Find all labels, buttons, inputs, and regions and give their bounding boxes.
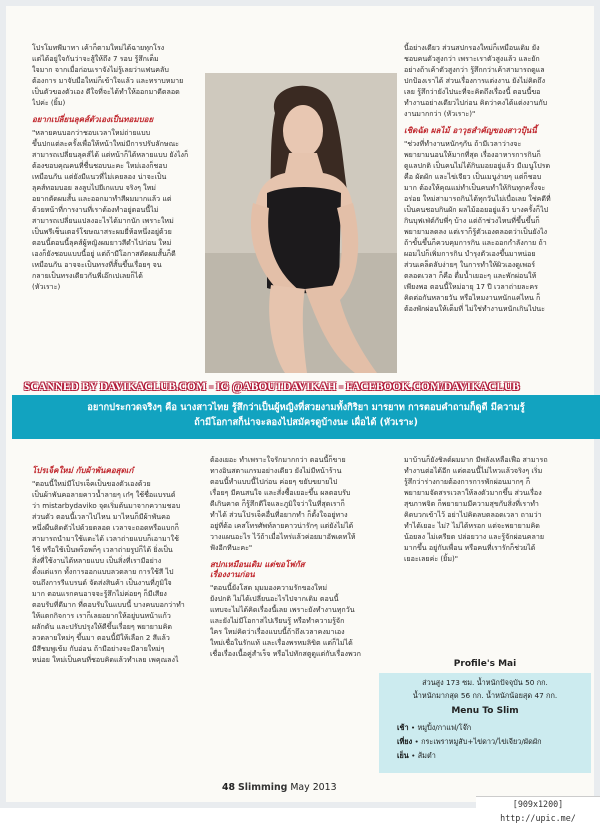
cover-photo-model	[205, 73, 397, 373]
article-paragraph: โปรโมทพีมาทา เค้าก็ตามใหม่ได้ฉายทุกโรง แต่ได้อยู่ใจกันว่าจะสู้ให้ถึง 7 รอบ รู้สึกเต็ม ใจมาก จากเมื่อก่อนเราจังไม่รู้เลยว่าแฟนคลับ ต้องการ มาจับมือใหม่ก็เข้าใจแล้ว และทราบหมาย เป็นตัวของตัวเอง ดีใจที่จะได้ทำให้ออกมาดีตลอด ไปค่ะ (ยิ้ม)	[32, 43, 184, 107]
scan-watermark: SCANNED BY DAVIKACLUB.COM - IG @ABOUTDAVIKAH - FACEBOOK.COM/DAVIKACLUB	[24, 381, 520, 393]
menu-item-breakfast	[397, 723, 587, 734]
profile-title: Profile's Mai	[453, 659, 517, 669]
page-footer	[222, 782, 337, 793]
menu-item-lunch	[397, 737, 587, 748]
page-number: 48	[222, 782, 236, 793]
banner-quote-text: อยากประกวดจริงๆ คือ นางสาวไทย รู้สึกว่าเป็นผู้หญิงที่สวยงามทั้งกิริยา มารยาท การตอบคำถามก็ดูดี มีความรู้ ถ้ามีโอกาสก็น่าจะลองไปสมัครดูบ้างนะ เผื่อได้ (หัวเราะ)	[87, 402, 525, 428]
profile-box	[379, 673, 591, 773]
article-paragraph: ต้องเยอะ ทำเพราะใจรักมากกว่า ตอนนี้ก็ขาย ทางอินสตาแกรมอย่างเดียว ยังไม่มีหน้าร้าน ตอนนี้ทำแบบนี้ไปก่อน ค่อยๆ ขยับขยายไป เรื่อยๆ มีคนสนใจ และสั่งซื้อเยอะขึ้น ผลตอบรับ ดีเกินคาด ก็รู้สึกดีใจและภูมิใจว่าในที่สุดเราก็ ทำได้ ส่วนโปรเจ็คอื่นที่อยากทำ ก็ตั้งใจอยู่ทาง อยู่ที่ต้อ เคสโทรศัพท์ลายคาวน่ารักๆ แต่ยังไม่ได้ วางแผนอะไร ไว้ถ้าเมื่อไหร่แล้วค่อยมาอัพเดทให้ ฟังอีกทีนะคะ"	[210, 455, 356, 552]
magazine-brand: Slimming	[238, 782, 288, 793]
upload-stamp: [909x1200] http://upic.me/	[476, 796, 600, 811]
quote-banner	[12, 395, 600, 439]
menu-item-label: เย็น	[397, 751, 409, 760]
article-paragraph: มาบ้านก็ยังชิลด์ผมมาก มีพลังเหลือเฟือ สามารถ ทำงานต่อได้อีก แต่ตอนนี้ไม่ไหวแล้วจริงๆ เริ่ม รู้สึกว่าร่างกายต้องการการพักผ่อนมากๆ ก็ พยายามจัดสรรเวลาให้ลงตัวมากขึ้น ส่วนเรื่อง สุขภาพจิต ก็พยายามมีความสุขกับสิ่งที่เราทำ คิดบวกเข้าไว้ อย่าไปคิดลบตลอดเวลา ถามว่า ทำได้เยอะ ไม่? ไม่ได้หรอก แต่จะพยายามคิด น้อยลง ไม่เครียด ปล่อยวาง และรู้จักผ่อนคลาย มากขึ้น อยู่กับเพื่อน หรือคนที่เรารักก็ช่วยได้ เยอะเลยค่ะ (ยิ้ม)"	[404, 455, 548, 563]
section-heading: เชิดฉัด ผลไม้ อาวุธสำคัญของสาวปุ้นนี้	[404, 126, 537, 135]
menu-title: Menu To Slim	[451, 706, 519, 716]
column-right-bottom	[404, 454, 586, 654]
issue-date: May 2013	[290, 782, 337, 793]
profile-weight-range: น้ำหนักมากสุด 56 กก. น้ำหนักน้อยสุด 47 กก.	[412, 691, 558, 700]
column-left-top	[32, 42, 204, 382]
menu-item-label: เที่ยง	[397, 737, 413, 746]
article-paragraph: "ตอนนี้ยังโสด มุมมองความรักของใหม่ ยังปกติ ไม่ได้เปลี่ยนอะไรไปจากเดิม ตอนนี้ แทบจะไม่ได้คิดเรื่องนี้เลย เพราะยังทำงานทุกวัน และยังไม่มีโอกาสไปเรียนรู้ หรือทำความรู้จัก ใคร ใหม่คิดว่าเรื่องแบบนี้ถ้าถึงเวลาคงมาเอง ใหม่เชื่อในรักแท้ และเรื่องพรหมลิขิต แต่ก็ไม่ได้ เชื่อเรื่องเนื้อคู่สำเร็จ หรือไปทักสตูดูแต่กับเรื่องพวก	[210, 583, 361, 658]
article-paragraph: "ตอนนี้ใหม่มีโปรเจ็คเป็นของตัวเองด้วย เป็นผ้าพันคอลายคาวน้ำลายๆ เก๋ๆ ใช้ชื่อแบรนด์ ว่า mistarbydaviko จุดเริ่มต้นมาจากความชอบ ส่วนตัว ตอนนี้เวลาไปไหน มาไหนก็มีผ้าพันคอ หนึ่งผืนติดตัวไปด้วยตลอด เวลาจะถอดหรือแบกก็ สามารถนำมาใช้แตะได้ เวลาถ่ายแบบก็เอามาใช้ ใช้ หรือใช้เป็นพร็อพก็ๆ เวลาถ่ายรูปก็ได้ ยิ่งเป็น สิ่งที่ใช้งานได้หลายแบบ เป็นสิ่งที่เรามีอย่าง ตั้งแต่แรก ทั้งการออกแบบลวดลาย การใช้สี ไป จนถึงการรีแบรนด์ จัดส่งสินค้า เป็นงานที่ภูมิใจ มาก ตอนแรกคนอาจจะรู้สึกไม่ค่อยๆ ก็มีเสียง ตอบรับที่ดีมาก ที่ตอบรับในแบบนี้ บางคนบอกว่าทำ ให้แตกกิจการ เราก็เลยอยากให้อยู่บนหน้าแก้ว ผลักดัน และปรับปรุงให้ดีขึ้นเรื่อยๆ พยายามคิด ลวดลายใหม่ๆ ขึ้นมา ตอนนี้มีให้เลือก 2 สีแล้ว มีสีชมพูเข้ม กับอ่อน ถ้ามีอย่างจะมีลายใหม่ๆ หน่อย ใหม่เป็นคนที่ชอบคิดแล้วทำเลย เพคุณลงไ	[32, 479, 185, 664]
menu-item-label: เช้า	[397, 723, 409, 732]
article-paragraph: นี้อย่างเดียว ส่วนสปกรองใหม่ก็เหมือนเดิม ยัง ชอบคนตัวสูงกว่า เพราะเราตัวสูงแล้ว และยัก อย่างถ้าเค้าตัวสูงกว่า รู้สึกกว่าเค้าสามารถดูแล ปกป้องเราได้ ส่วนเรื่องการแต่งงาน ยังไม่คิดถึง เลย รู้สึกว่ายังไปนะที่จะคิดถึงเรื่องนี้ ตอนนี้ขอ ทำงานอย่างเดียวไปก่อน คิดว่าคงได้แต่งงานกับ งานมากกว่า (หัวเราะ)"	[404, 43, 548, 118]
section-heading: โปรเจ็คใหม่ กับผ้าพันคอสุดเก๋	[32, 466, 134, 475]
section-heading: อยากเปลี่ยนลุคส์ตัวเองเป็นทอมบอย	[32, 115, 154, 124]
column-left-bottom	[32, 454, 204, 776]
menu-item-value: • ส้มตำ	[408, 751, 436, 760]
section-heading: สปกเหมือนเดิม แต่ขอโฟกัส เรื่องงานก่อน	[210, 560, 305, 579]
article-paragraph: "ช่วงที่ทำงานหนักๆกัน ถ้ามีเวลาว่างจะ พยายามนอนให้มากที่สุด เรื่องอาหารการกินก็ ดูแลปกติ เป็นคนไม่ได้กินมอยอยู่แล้ว มีเมนูโปรด คือ ผัดผัก และไข่เจียว เป็นเมนูง่ายๆ แต่ก็ชอบ มาก ต้องให้คุณแม่ทำเป็นคนทำให้กินทุกครั้งจะ อร่อย ใหม่สามารถกินได้ทุกวันไม่เบื่อเลย ใช่คดีที่ เป็นคนชอบกินผัก ผลไม้ออยอยู่แล้ว บางครั้งก็ไป กินบุฟเฟ่ต์กับพี่ๆ บ้าง แต่ถ้าช่วงไหนที่ขึ้นขึ้นก็ พยายามลดลง แต่เราก็รู้ตัวเองตลอดว่าเป็นยังไง ถ้าขั้นขึ้นก็ควบคุมการกิน และออกกำลังกาย ถ้า ผอมไปก็เพิ่มการกิน บำรุงตัวเองขึ้นมาหน่อย ส่วนเคล็ดลับง่ายๆ ในการทำให้ผิวเองดูเพอร์ ตลอดเวลา ก็คือ ดื่มน้ำเยอะๆ และพักผ่อนให้ เพียงพอ ตอนนี้ใหม่อายุ 17 ปี เวลาถ่ายละคร คิดต่อกันหลายวัน หรือไหมงานหนักแค่ไหน ก็ ต้องพักผ่อนให้เต็มที่ ไม่ใช่ทำงานหนักเกินไปนะ	[404, 139, 551, 313]
menu-item-value: • กระเพราหมูสับ+ไข่ดาว/ไข่เจียว/ผัดผัก	[412, 737, 542, 746]
column-middle-bottom	[210, 454, 376, 776]
profile-height-weight: ส่วนสูง 173 ซม. น้ำหนักปัจจุบัน 50 กก.	[422, 678, 548, 687]
menu-item-value: • หมูปิ้ง/กาแฟ/โจ๊ก	[408, 723, 472, 732]
column-right-top	[404, 42, 584, 382]
model-photo-illustration	[205, 73, 397, 373]
article-paragraph: "หลายคนบอกว่าชอบเวลาใหม่ถ่ายแบบ ขึ้นปกแต่ละครั้งเพื่อให้หน้าใหม่มีการปรับลักษณะ สามารถเปลี่ยนลุคส์ได้ แต่หน้าก็ได้หลายแบบ ยังไงก็ ต้องขอบคุณคนที่ชื่นชอบนะคะ ใหม่เองก็ชอบ เหมือนกัน แต่ยังมีแนวที่ไม่เคยลอง น่าจะเป็น ลุคส์ทอมบอย ลงลูบไปยีเกแบบ จริงๆ ใหม่ อยากตัดผมสั้น และออกมาทำสีผมมากแล้ว แต่ ด้วยหน้าที่การงานที่เราต้องทำอยู่ตอนนี้ไม่ สามารถเปลี่ยนแปลงอะไรได้มากนัก เพราะใหม่ เป็นพรีเซ็นเตอร์โฆษณาสระผมยี่ห้อหนึ่งอยู่ด้วย ตอนนี้ตอนนี้ลุคส์ผู้หญิงผมยาวสีดำไปก่อน ใหม่ เองก็ยังชอบแบบนี้อยู่ แต่ถ้ามีโอกาสตัดผมสั้นก็ดี เหมือนกัน อาจจะเป็นทรงที่สั้นขึ้นเรื่อยๆ จน กลายเป็นทรงเดียวกันพี่เอ๊กเปเลยก็ได้ (หัวเราะ)	[32, 128, 189, 291]
menu-item-dinner	[397, 751, 587, 762]
